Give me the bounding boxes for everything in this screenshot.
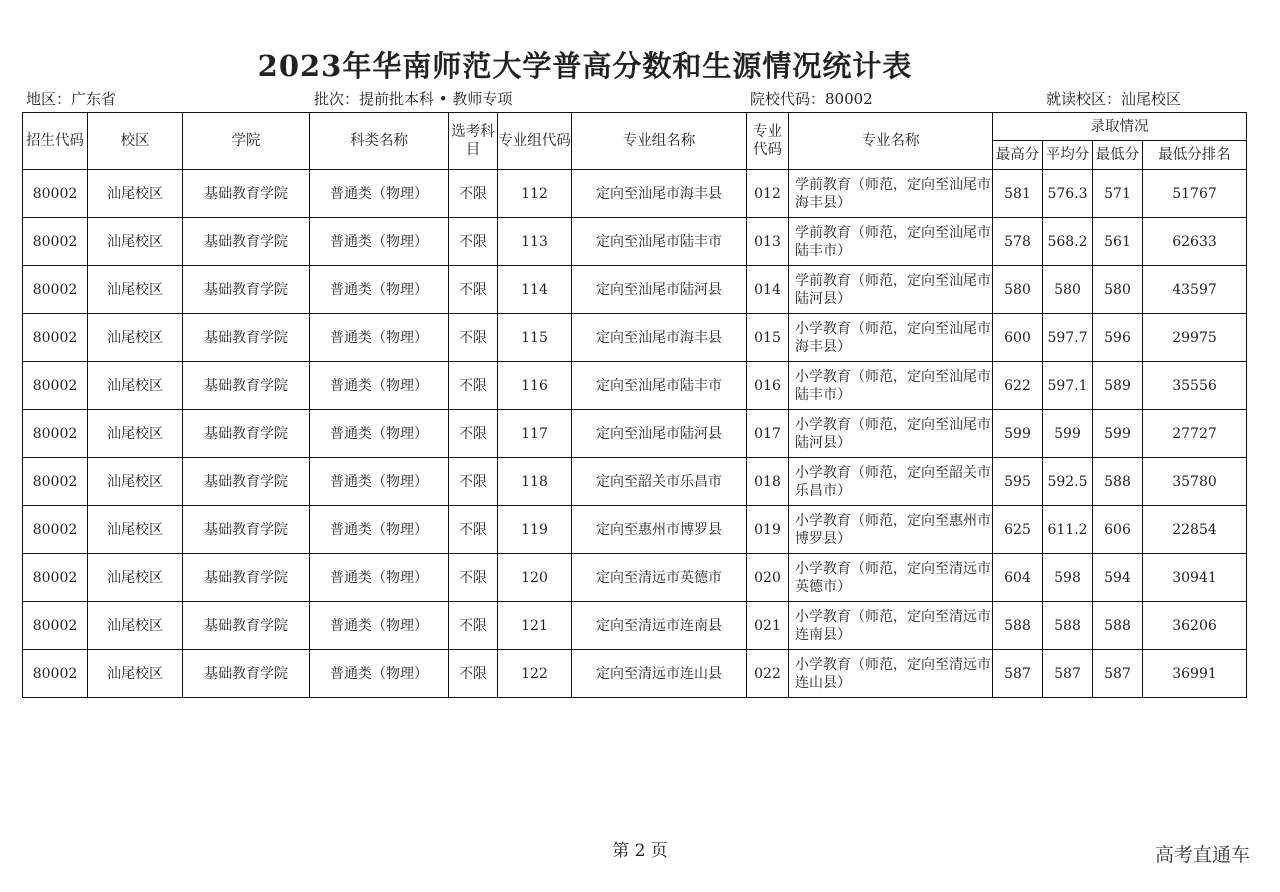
cell-group-name: 定向至汕尾市陆丰市 <box>572 218 747 266</box>
cell-group-code: 113 <box>498 218 572 266</box>
cell-avg-score: 576.3 <box>1043 170 1093 218</box>
cell-category: 普通类（物理） <box>310 218 449 266</box>
cell-college: 基础教育学院 <box>183 314 310 362</box>
cell-max-score: 622 <box>993 362 1043 410</box>
cell-min-rank: 51767 <box>1143 170 1247 218</box>
cell-group-code: 119 <box>498 506 572 554</box>
header-major-name: 专业名称 <box>789 113 993 170</box>
cell-campus: 汕尾校区 <box>88 554 183 602</box>
cell-major-name: 小学教育（师范，定向至清远市连南县） <box>789 602 993 650</box>
cell-major-name: 小学教育（师范，定向至汕尾市海丰县） <box>789 314 993 362</box>
cell-group-name: 定向至韶关市乐昌市 <box>572 458 747 506</box>
cell-min-score: 588 <box>1093 458 1143 506</box>
cell-avg-score: 568.2 <box>1043 218 1093 266</box>
header-min: 最低分 <box>1093 141 1143 170</box>
cell-avg-score: 587 <box>1043 650 1093 698</box>
cell-max-score: 581 <box>993 170 1043 218</box>
cell-major-code: 021 <box>747 602 789 650</box>
cell-enroll-code: 80002 <box>23 554 88 602</box>
cell-campus: 汕尾校区 <box>88 458 183 506</box>
cell-major-code: 017 <box>747 410 789 458</box>
cell-min-rank: 36206 <box>1143 602 1247 650</box>
header-campus: 校区 <box>88 113 183 170</box>
cell-major-code: 016 <box>747 362 789 410</box>
cell-category: 普通类（物理） <box>310 602 449 650</box>
table-row <box>23 362 1247 410</box>
cell-group-name: 定向至清远市连南县 <box>572 602 747 650</box>
cell-group-code: 114 <box>498 266 572 314</box>
cell-college: 基础教育学院 <box>183 554 310 602</box>
cell-max-score: 588 <box>993 602 1043 650</box>
cell-category: 普通类（物理） <box>310 362 449 410</box>
header-category: 科类名称 <box>310 113 449 170</box>
batch-label: 批次：提前批本科 • 教师专项 <box>314 90 513 108</box>
cell-college: 基础教育学院 <box>183 170 310 218</box>
cell-avg-score: 599 <box>1043 410 1093 458</box>
cell-major-code: 013 <box>747 218 789 266</box>
table-row <box>23 458 1247 506</box>
table-row <box>23 650 1247 698</box>
cell-campus: 汕尾校区 <box>88 266 183 314</box>
cell-group-code: 117 <box>498 410 572 458</box>
cell-enroll-code: 80002 <box>23 170 88 218</box>
cell-subjects: 不限 <box>449 554 498 602</box>
table-row <box>23 602 1247 650</box>
cell-enroll-code: 80002 <box>23 650 88 698</box>
cell-subjects: 不限 <box>449 362 498 410</box>
cell-enroll-code: 80002 <box>23 218 88 266</box>
cell-group-code: 118 <box>498 458 572 506</box>
cell-avg-score: 611.2 <box>1043 506 1093 554</box>
school-code-label: 院校代码：80002 <box>750 90 873 108</box>
cell-campus: 汕尾校区 <box>88 650 183 698</box>
table-row <box>23 410 1247 458</box>
cell-min-rank: 29975 <box>1143 314 1247 362</box>
cell-avg-score: 598 <box>1043 554 1093 602</box>
cell-major-name: 学前教育（师范，定向至汕尾市陆河县） <box>789 266 993 314</box>
cell-campus: 汕尾校区 <box>88 602 183 650</box>
cell-campus: 汕尾校区 <box>88 314 183 362</box>
table-row <box>23 506 1247 554</box>
cell-major-name: 学前教育（师范，定向至汕尾市陆丰市） <box>789 218 993 266</box>
cell-subjects: 不限 <box>449 650 498 698</box>
cell-campus: 汕尾校区 <box>88 410 183 458</box>
cell-min-rank: 27727 <box>1143 410 1247 458</box>
cell-enroll-code: 80002 <box>23 506 88 554</box>
cell-college: 基础教育学院 <box>183 602 310 650</box>
cell-min-score: 580 <box>1093 266 1143 314</box>
header-max: 最高分 <box>993 141 1043 170</box>
cell-college: 基础教育学院 <box>183 218 310 266</box>
cell-college: 基础教育学院 <box>183 650 310 698</box>
cell-max-score: 600 <box>993 314 1043 362</box>
cell-major-code: 022 <box>747 650 789 698</box>
cell-max-score: 599 <box>993 410 1043 458</box>
cell-college: 基础教育学院 <box>183 458 310 506</box>
cell-group-code: 121 <box>498 602 572 650</box>
cell-college: 基础教育学院 <box>183 362 310 410</box>
cell-enroll-code: 80002 <box>23 266 88 314</box>
cell-subjects: 不限 <box>449 458 498 506</box>
cell-group-name: 定向至汕尾市陆河县 <box>572 410 747 458</box>
cell-min-score: 587 <box>1093 650 1143 698</box>
cell-category: 普通类（物理） <box>310 650 449 698</box>
cell-enroll-code: 80002 <box>23 410 88 458</box>
cell-max-score: 587 <box>993 650 1043 698</box>
cell-major-name: 小学教育（师范，定向至清远市英德市） <box>789 554 993 602</box>
cell-group-code: 122 <box>498 650 572 698</box>
cell-max-score: 604 <box>993 554 1043 602</box>
cell-major-name: 小学教育（师范，定向至惠州市博罗县） <box>789 506 993 554</box>
cell-subjects: 不限 <box>449 170 498 218</box>
cell-group-code: 116 <box>498 362 572 410</box>
cell-major-code: 020 <box>747 554 789 602</box>
cell-subjects: 不限 <box>449 506 498 554</box>
cell-category: 普通类（物理） <box>310 314 449 362</box>
cell-category: 普通类（物理） <box>310 554 449 602</box>
header-subjects: 选考科目 <box>449 113 498 170</box>
cell-category: 普通类（物理） <box>310 506 449 554</box>
cell-min-score: 589 <box>1093 362 1143 410</box>
cell-enroll-code: 80002 <box>23 602 88 650</box>
page-title: 2023年华南师范大学普高分数和生源情况统计表 <box>257 49 913 83</box>
cell-major-code: 014 <box>747 266 789 314</box>
cell-avg-score: 592.5 <box>1043 458 1093 506</box>
score-table <box>22 112 1247 698</box>
cell-group-code: 120 <box>498 554 572 602</box>
cell-college: 基础教育学院 <box>183 506 310 554</box>
cell-college: 基础教育学院 <box>183 410 310 458</box>
cell-enroll-code: 80002 <box>23 458 88 506</box>
cell-max-score: 580 <box>993 266 1043 314</box>
header-admission: 录取情况 <box>993 113 1247 141</box>
cell-min-rank: 62633 <box>1143 218 1247 266</box>
cell-min-score: 596 <box>1093 314 1143 362</box>
cell-campus: 汕尾校区 <box>88 170 183 218</box>
cell-campus: 汕尾校区 <box>88 218 183 266</box>
cell-group-name: 定向至汕尾市陆丰市 <box>572 362 747 410</box>
cell-campus: 汕尾校区 <box>88 506 183 554</box>
cell-category: 普通类（物理） <box>310 458 449 506</box>
cell-min-rank: 22854 <box>1143 506 1247 554</box>
cell-min-score: 571 <box>1093 170 1143 218</box>
table-row <box>23 314 1247 362</box>
cell-max-score: 578 <box>993 218 1043 266</box>
cell-group-name: 定向至汕尾市陆河县 <box>572 266 747 314</box>
cell-min-score: 599 <box>1093 410 1143 458</box>
cell-group-code: 115 <box>498 314 572 362</box>
cell-avg-score: 580 <box>1043 266 1093 314</box>
cell-enroll-code: 80002 <box>23 314 88 362</box>
cell-avg-score: 597.7 <box>1043 314 1093 362</box>
cell-group-name: 定向至清远市连山县 <box>572 650 747 698</box>
cell-category: 普通类（物理） <box>310 170 449 218</box>
cell-group-name: 定向至清远市英德市 <box>572 554 747 602</box>
cell-category: 普通类（物理） <box>310 266 449 314</box>
cell-max-score: 625 <box>993 506 1043 554</box>
header-min-rank: 最低分排名 <box>1143 141 1247 170</box>
cell-subjects: 不限 <box>449 314 498 362</box>
region-label: 地区：广东省 <box>26 90 117 108</box>
cell-min-rank: 35780 <box>1143 458 1247 506</box>
cell-min-score: 606 <box>1093 506 1143 554</box>
header-major-code: 专业代码 <box>747 113 789 170</box>
cell-group-code: 112 <box>498 170 572 218</box>
table-row <box>23 554 1247 602</box>
table-row <box>23 266 1247 314</box>
header-college: 学院 <box>183 113 310 170</box>
header-group-name: 专业组名称 <box>572 113 747 170</box>
cell-group-name: 定向至汕尾市海丰县 <box>572 170 747 218</box>
cell-min-rank: 36991 <box>1143 650 1247 698</box>
table-row <box>23 218 1247 266</box>
cell-major-code: 012 <box>747 170 789 218</box>
cell-category: 普通类（物理） <box>310 410 449 458</box>
cell-subjects: 不限 <box>449 218 498 266</box>
cell-major-name: 小学教育（师范，定向至韶关市乐昌市） <box>789 458 993 506</box>
cell-subjects: 不限 <box>449 266 498 314</box>
cell-major-name: 小学教育（师范，定向至汕尾市陆河县） <box>789 410 993 458</box>
cell-major-code: 018 <box>747 458 789 506</box>
cell-major-code: 015 <box>747 314 789 362</box>
cell-subjects: 不限 <box>449 410 498 458</box>
cell-avg-score: 597.1 <box>1043 362 1093 410</box>
cell-enroll-code: 80002 <box>23 362 88 410</box>
cell-major-name: 小学教育（师范，定向至汕尾市陆丰市） <box>789 362 993 410</box>
cell-campus: 汕尾校区 <box>88 362 183 410</box>
cell-college: 基础教育学院 <box>183 266 310 314</box>
cell-min-score: 594 <box>1093 554 1143 602</box>
cell-min-rank: 30941 <box>1143 554 1247 602</box>
cell-avg-score: 588 <box>1043 602 1093 650</box>
header-group-code: 专业组代码 <box>498 113 572 170</box>
cell-group-name: 定向至汕尾市海丰县 <box>572 314 747 362</box>
cell-min-rank: 35556 <box>1143 362 1247 410</box>
cell-min-score: 561 <box>1093 218 1143 266</box>
page-number: 第 2 页 <box>612 841 668 861</box>
header-enroll-code: 招生代码 <box>23 113 88 170</box>
cell-subjects: 不限 <box>449 602 498 650</box>
cell-major-name: 小学教育（师范，定向至清远市连山县） <box>789 650 993 698</box>
header-avg: 平均分 <box>1043 141 1093 170</box>
cell-min-score: 588 <box>1093 602 1143 650</box>
table-row <box>23 170 1247 218</box>
watermark: 高考直通车 <box>1154 844 1250 866</box>
cell-major-name: 学前教育（师范，定向至汕尾市海丰县） <box>789 170 993 218</box>
cell-max-score: 595 <box>993 458 1043 506</box>
campus-label: 就读校区：汕尾校区 <box>1046 90 1182 108</box>
cell-major-code: 019 <box>747 506 789 554</box>
cell-min-rank: 43597 <box>1143 266 1247 314</box>
cell-group-name: 定向至惠州市博罗县 <box>572 506 747 554</box>
